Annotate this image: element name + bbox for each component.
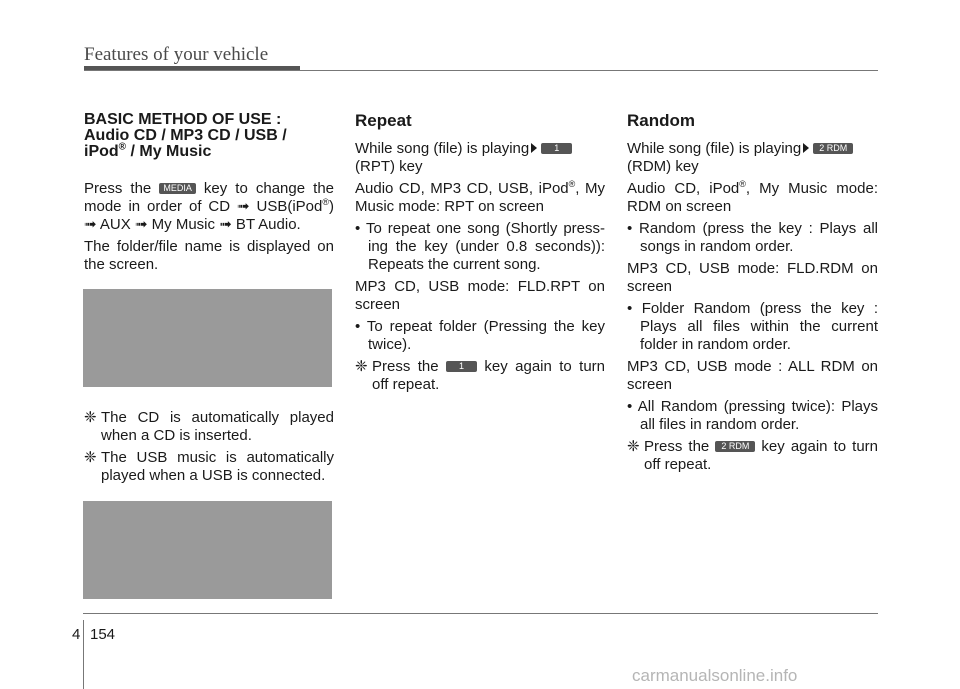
note-usb-autoplay: ❈ The USB music is automatically played when a USB is connected. — [84, 449, 334, 484]
note-icon: ❈ — [627, 438, 640, 455]
key-1-icon: 1 — [446, 361, 477, 372]
paragraph-rpt-key: While song (file) is playing 1 (RPT) key — [355, 140, 605, 176]
footer-rule — [83, 613, 878, 614]
play-arrow-icon — [531, 143, 537, 153]
key-2-rdm-icon: 2 RDM — [813, 143, 853, 154]
column-repeat — [355, 112, 605, 398]
arrow-icon: ➟ — [134, 216, 148, 233]
note-turn-off-random: ❈ Press the 2 RDM key again to turn off repeat. — [627, 438, 878, 473]
watermark-text: carmanualsonline.info — [632, 666, 798, 685]
section-heading-random: Random — [627, 111, 695, 130]
footer-divider — [83, 620, 84, 689]
note-cd-autoplay: ❈ The CD is automatically played when a CD is inserted. — [84, 409, 334, 444]
paragraph-rdm-key: While song (file) is playing 2 RDM (RDM) key — [627, 140, 878, 176]
column-random — [627, 112, 878, 478]
paragraph-folder-name: The folder/file name is displayed on the screen. — [84, 238, 334, 273]
play-arrow-icon — [803, 143, 809, 153]
column-basic-method — [84, 112, 334, 278]
illustration-image — [83, 289, 332, 387]
bullet-all-random: • All Random (pressing twice): Plays all files in random order. — [627, 398, 878, 433]
section-heading-basic: BASIC METHOD OF USE : Audio CD / MP3 CD / USB / iPod® / My Music — [84, 111, 287, 160]
arrow-icon: ➟ — [84, 216, 97, 233]
note-icon: ❈ — [355, 358, 368, 375]
arrow-icon: ➟ — [237, 198, 250, 215]
arrow-icon: ➟ — [219, 216, 232, 233]
page-number: 154 — [90, 626, 116, 643]
paragraph-rdm-mode: Audio CD, iPod®, My Music mode: RDM on screen — [627, 179, 878, 215]
section-heading-repeat: Repeat — [355, 111, 412, 130]
paragraph-fld-rdm: MP3 CD, USB mode: FLD.RDM on screen — [627, 260, 878, 295]
header-rule — [84, 70, 878, 71]
bullet-repeat-song: • To repeat one song (Shortly press-ing the key (under 0.8 seconds)): Repeats the current song. — [355, 220, 605, 273]
key-2-rdm-icon: 2 RDM — [715, 441, 755, 452]
bullet-random: • Random (press the key : Plays all songs in random order. — [627, 220, 878, 255]
notes-basic-method — [84, 409, 334, 489]
note-turn-off-repeat: ❈ Press the 1 key again to turn off repeat. — [355, 358, 606, 393]
note-icon: ❈ — [84, 409, 97, 426]
paragraph-rpt-mode: Audio CD, MP3 CD, USB, iPod®, My Music mode: RPT on screen — [355, 179, 605, 215]
illustration-image — [83, 501, 332, 599]
paragraph-mode-order: Press the MEDIA key to change the mode in order of CD ➟ USB(iPod®) ➟ AUX ➟ My Music ➟ BT Audio. — [84, 180, 335, 233]
note-icon: ❈ — [84, 449, 97, 466]
chapter-number: 4 — [72, 626, 81, 643]
media-key-icon: MEDIA — [159, 183, 196, 194]
key-1-icon: 1 — [541, 143, 572, 154]
bullet-folder-random: • Folder Random (press the key : Plays all files within the current folder in random order. — [627, 300, 878, 353]
paragraph-all-rdm: MP3 CD, USB mode : ALL RDM on screen — [627, 358, 878, 393]
paragraph-fld-rpt: MP3 CD, USB mode: FLD.RPT on screen — [355, 278, 605, 313]
bullet-repeat-folder: • To repeat folder (Pressing the key twice). — [355, 318, 605, 353]
page-header-title: Features of your vehicle — [84, 44, 269, 65]
